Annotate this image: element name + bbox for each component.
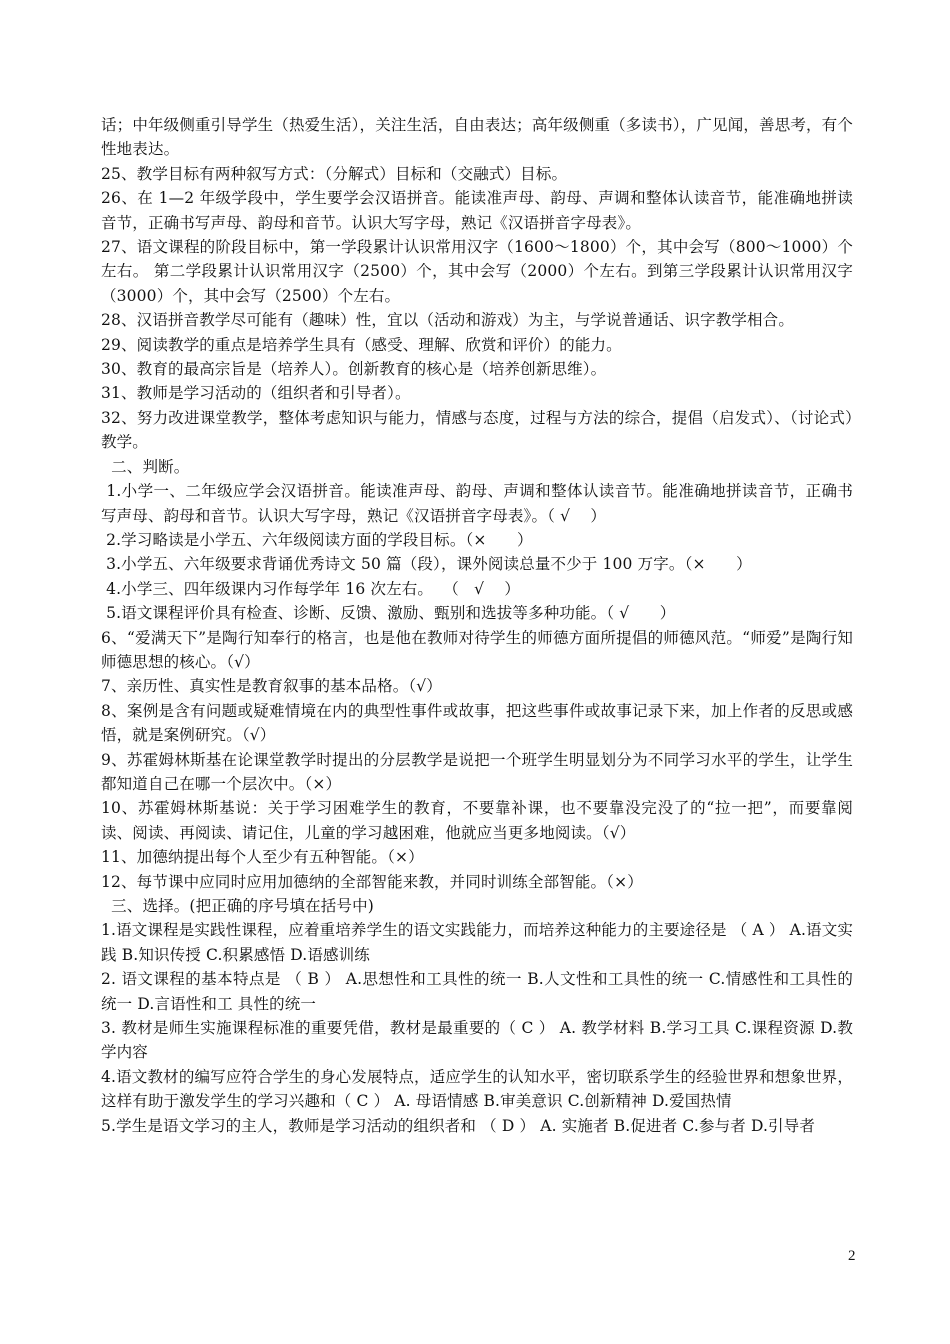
choice-item-4: 4.语文教材的编写应符合学生的身心发展特点，适应学生的认知水平，密切联系学生的经验世界和想象世界，这样有助于激发学生的学习兴趣和（ C ） A. 母语情感 B.审美意识 C.创新精神 D.爱国热情	[101, 1067, 853, 1111]
choice-item-2: 2. 语文课程的基本特点是 （ B ） A.思想性和工具性的统一 B.人文性和工具性的统一 C.情感性和工具性的统一 D.言语性和工 具性的统一	[101, 970, 853, 1013]
item-27: 27、语文课程的阶段目标中，第一学段累计认识常用汉字（1600～1800）个，其中会写（800～1000）个左右。 第二学段累计认识常用汉字（2500）个，其中会写（2000）个左右。到第三学段累计认识常用汉字（3000）个，其中会写（2500）个左右。	[101, 238, 853, 305]
page-number: 2	[848, 1248, 856, 1264]
judgment-item-1: 1.小学一、二年级应学会汉语拼音。能读准声母、韵母、声调和整体认读音节。能准确地拼读音节，正确书写声母、韵母和音节。认识大写字母，熟记《汉语拼音字母表》。（ √ ）	[101, 482, 854, 525]
judgment-item-8: 8、案例是含有问题或疑难情境在内的典型性事件或故事，把这些事件或故事记录下来，加上作者的反思或感悟，就是案例研究。（√）	[101, 701, 853, 745]
choice-item-1: 1.语文课程是实践性课程，应着重培养学生的语文实践能力，而培养这种能力的主要途径是 （ A ） A.语文实践 B.知识传授 C.积累感悟 D.语感训练	[101, 921, 853, 964]
item-30: 30、教育的最高宗旨是（培养人）。创新教育的核心是（培养创新思维）。	[101, 360, 607, 379]
body-text	[101, 113, 853, 1138]
section-heading-judgment: 二、判断。	[101, 457, 190, 476]
item-28: 28、汉语拼音教学尽可能有（趣味）性，宜以（活动和游戏）为主，与学说普通话、识字教学相合。	[101, 311, 794, 330]
judgment-item-6: 6、“爱满天下”是陶行知奉行的格言，也是他在教师对待学生的师德方面所提倡的师德风范。“师爱”是陶行知师德思想的核心。（√）	[101, 628, 853, 671]
section-heading-choice: 三、选择。(把正确的序号填在括号中)	[101, 897, 374, 915]
judgment-item-9: 9、苏霍姆林斯基在论课堂教学时提出的分层教学是说把一个班学生明显划分为不同学习水平的学生，让学生都知道自己在哪一个层次中。（×）	[101, 750, 853, 793]
paragraph-continuation: 话；中年级侧重引导学生（热爱生活），关注生活，自由表达；高年级侧重（多读书），广见闻，善思考，有个性地表达。	[101, 116, 853, 159]
choice-item-3: 3. 教材是师生实施课程标准的重要凭借，教材是最重要的（ C ） A. 教学材料 B.学习工具 C.课程资源 D.教学内容	[101, 1019, 853, 1062]
judgment-item-10: 10、苏霍姆林斯基说：关于学习困难学生的教育，不要靠补课，也不要靠没完没了的“拉一把”，而要靠阅读、阅读、再阅读、请记住，儿童的学习越困难，他就应当更多地阅读。（√）	[101, 799, 853, 842]
item-25: 25、教学目标有两种叙写方式：（分解式）目标和（交融式）目标。	[101, 164, 568, 183]
judgment-item-4: 4.小学三、四年级课内习作每学年 16 次左右。 （ √ ）	[101, 579, 521, 598]
choice-item-5: 5.学生是语文学习的主人，教师是学习活动的组织者和 （ D ） A. 实施者 B.促进者 C.参与者 D.引导者	[101, 1116, 816, 1135]
item-32: 32、努力改进课堂教学，整体考虑知识与能力，情感与态度，过程与方法的综合，提倡（启发式）、（讨论式）教学。	[101, 408, 853, 452]
judgment-item-5: 5.语文课程评价具有检查、诊断、反馈、激励、甄别和选拔等多种功能。（ √ ）	[101, 604, 676, 623]
judgment-item-2: 2.学习略读是小学五、六年级阅读方面的学段目标。（× ）	[101, 530, 533, 549]
judgment-item-7: 7、亲历性、真实性是教育叙事的基本品格。（√）	[101, 677, 442, 696]
item-29: 29、阅读教学的重点是培养学生具有（感受、理解、欣赏和评价）的能力。	[101, 335, 622, 354]
item-31: 31、教师是学习活动的（组织者和引导者）。	[101, 384, 411, 403]
judgment-item-11: 11、加德纳提出每个人至少有五种智能。（×）	[101, 848, 424, 867]
judgment-item-3: 3.小学五、六年级要求背诵优秀诗文 50 篇（段），课外阅读总量不少于 100 万字。（× ）	[101, 555, 752, 574]
judgment-item-12: 12、每节课中应同时应用加德纳的全部智能来教，并同时训练全部智能。（×）	[101, 872, 643, 891]
item-26: 26、在 1—2 年级学段中，学生要学会汉语拼音。能读准声母、韵母、声调和整体认读音节，能准确地拼读音节，正确书写声母、韵母和音节。认识大写字母，熟记《汉语拼音字母表》。	[101, 189, 853, 232]
